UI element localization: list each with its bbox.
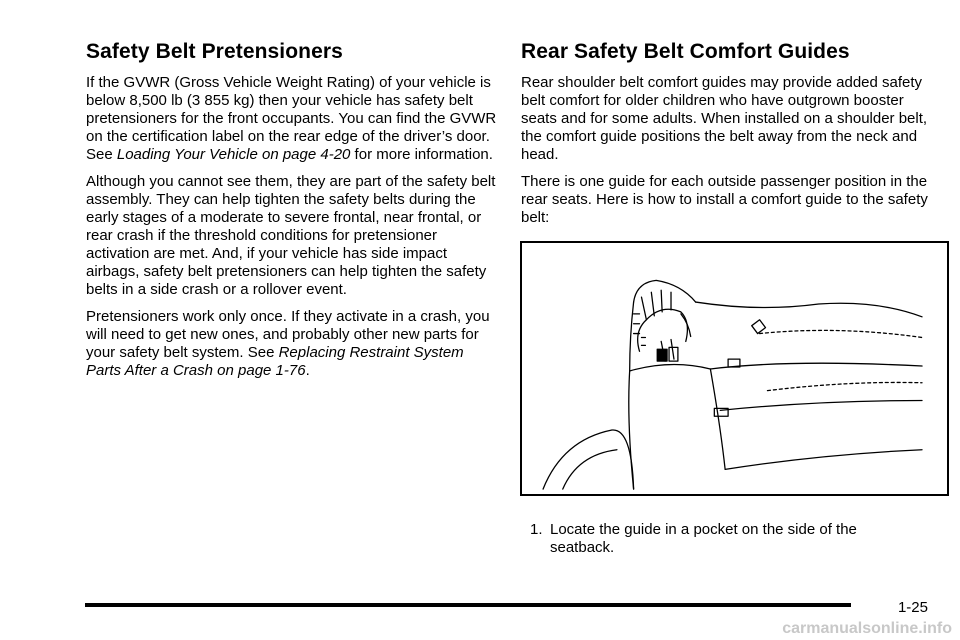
cross-reference-link[interactable]: Replacing Restraint System Parts After a Crash on page 1-76 [86,344,464,379]
paragraph-text: If the GVWR (Gross Vehicle Weight Rating) of your vehicle is below 8,500 lb (3 855 kg) then your vehicle has safety belt pretensioners for the front occupants. You can find the GVWR on the certification label on the rear edge of the driver’s door. See [86,74,497,163]
section-title-comfort-guides: Rear Safety Belt Comfort Guides [521,40,850,63]
cross-reference-link[interactable]: Loading Your Vehicle on page 4-20 [116,146,351,163]
seat-illustration [520,241,949,496]
section-title-pretensioners: Safety Belt Pretensioners [86,40,343,63]
paragraph-text: Pretensioners work only once. If they activate in a crash, you will need to get new ones, and probably other new parts for your safety belt system. See [86,308,490,361]
paragraph-work-once [86,308,498,380]
paragraph-guide-position: There is one guide for each outside passenger position in the rear seats. Here is how to install a comfort guide to the safety belt: [521,173,928,226]
step-number: 1. [530,521,543,538]
footer-rule [85,603,851,607]
paragraph-gvwr [86,74,498,164]
paragraph-text: . [305,362,310,379]
paragraph-assembly: Although you cannot see them, they are part of the safety belt assembly. They can help tighten the safety belts during the early stages of a moderate to severe frontal, near frontal, or rear crash if the threshold conditions for pretensioner activation are met. And, if your vehicle has side impact airbags, safety belt pretensioners can help tighten the safety belts in a side crash or a rollover event. [86,173,496,298]
watermark: carmanualsonline.info [782,620,952,637]
page-number: 1-25 [897,599,928,616]
paragraph-comfort-intro: Rear shoulder belt comfort guides may provide added safety belt comfort for older children who have outgrown booster seats and for some adults. When installed on a shoulder belt, the comfort guide positions the belt away from the neck and head. [521,74,928,163]
step-text: Locate the guide in a pocket on the side of the seatback. [550,521,857,556]
paragraph-text: for more information. [350,146,493,163]
right-column [521,40,931,236]
left-column [86,40,498,389]
